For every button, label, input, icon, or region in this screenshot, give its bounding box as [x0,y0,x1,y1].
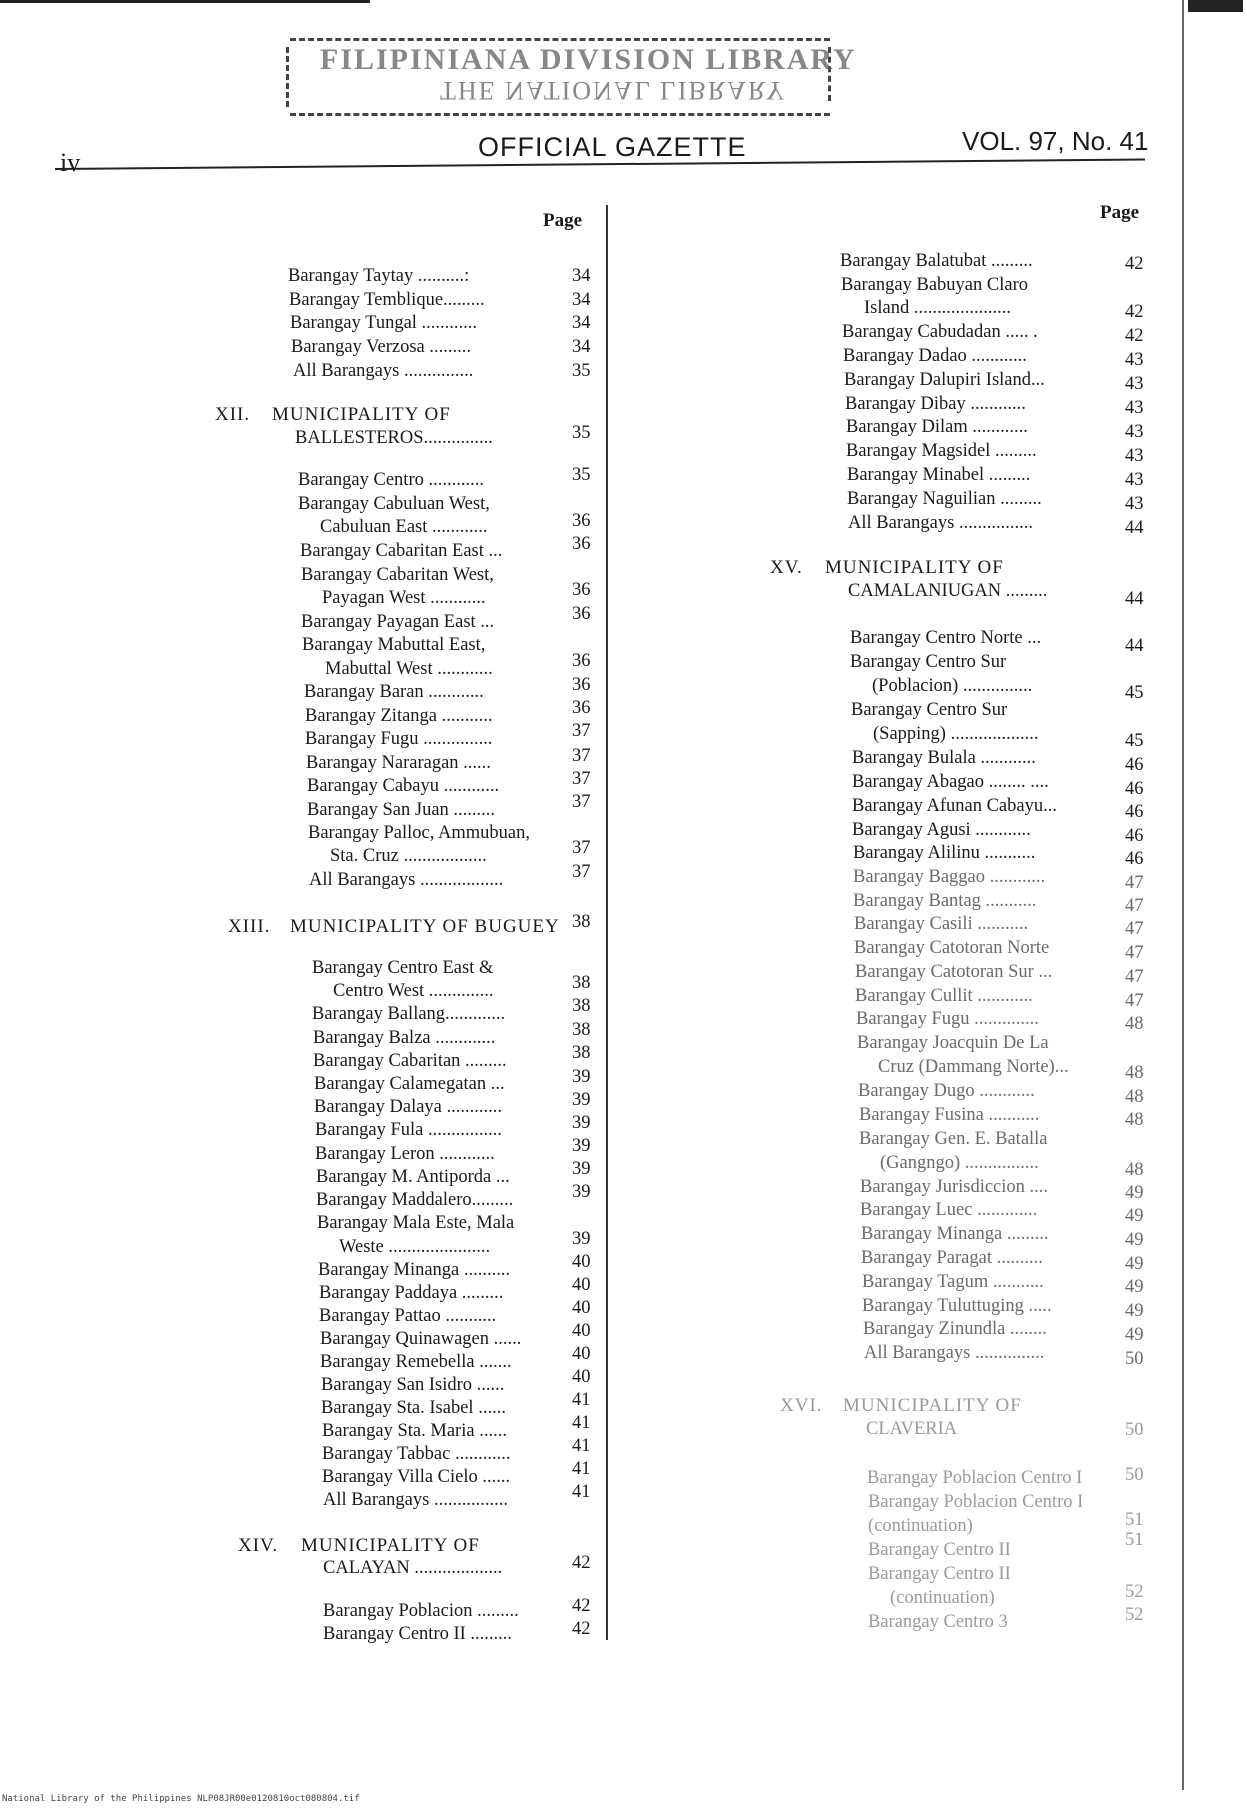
stamp-left-border [286,47,292,107]
toc-page-number: 49 [1125,1230,1144,1250]
toc-page-number: 37 [572,792,591,812]
toc-entry: Barangay Gen. E. Batalla [859,1129,1048,1149]
toc-entry: Barangay Centro 3 [868,1612,1008,1632]
toc-page-number: 36 [572,651,591,671]
toc-entry: (Sapping) ................... [873,724,1039,744]
toc-entry: Sta. Cruz .................. [330,846,487,866]
toc-entry: Barangay Cabudadan ..... . [842,322,1038,342]
toc-entry: Barangay Dugo ............ [858,1081,1035,1101]
toc-entry: Barangay Maddalero......... [316,1190,514,1210]
toc-page-number: 38 [572,1043,591,1063]
toc-page-number: 41 [572,1482,591,1502]
section-numeral: XII. [215,404,251,425]
toc-page-number: 47 [1125,991,1144,1011]
toc-entry: Barangay Fusina ........... [859,1105,1040,1125]
toc-page-number: 39 [572,1229,591,1249]
toc-entry: Barangay Paddaya ......... [319,1283,504,1303]
right-edge-rule [1182,0,1184,1790]
toc-page-number: 41 [572,1413,591,1433]
toc-entry: Barangay Centro ............ [298,470,484,490]
toc-entry: Barangay Naguilian ......... [847,489,1042,509]
toc-entry: Barangay Mala Este, Mala [317,1213,515,1233]
toc-page-number: 51 [1125,1510,1144,1530]
toc-page-number: 42 [572,1619,591,1639]
toc-page-number: 40 [572,1344,591,1364]
toc-entry: Barangay Minanga ......... [861,1224,1049,1244]
toc-page-number: 49 [1125,1325,1144,1345]
toc-page-number: 43 [1125,470,1144,490]
toc-page-number: 43 [1125,422,1144,442]
toc-page-number: 40 [572,1367,591,1387]
toc-entry: Barangay Magsidel ......... [846,441,1037,461]
toc-page-number: 37 [572,769,591,789]
toc-page-number: 51 [1125,1530,1144,1550]
toc-entry: Barangay Poblacion ......... [323,1601,519,1621]
toc-entry: Barangay Tuluttuging ..... [862,1296,1052,1316]
toc-entry: Barangay Luec ............. [860,1200,1038,1220]
top-rule [0,0,370,3]
toc-page-number: 42 [572,1596,591,1616]
toc-entry: Barangay Dadao ............ [843,346,1027,366]
toc-entry: All Barangays ................ [323,1490,508,1510]
toc-entry: Barangay Tabbac ............ [322,1444,511,1464]
section-numeral: XIII. [228,916,271,937]
toc-page-number: 48 [1125,1110,1144,1130]
toc-page-number: 50 [1125,1420,1144,1440]
toc-entry: BALLESTEROS............... [295,428,493,448]
toc-entry: Barangay Centro Norte ... [850,628,1042,648]
toc-entry: Barangay Catotoran Norte [854,938,1050,958]
page-number-roman: iv [60,148,81,177]
toc-entry: Barangay Baggao ............ [853,867,1046,887]
toc-page-number: 37 [572,721,591,741]
toc-page-number: 49 [1125,1277,1144,1297]
toc-page-number: 43 [1125,446,1144,466]
toc-entry: Barangay Tagum ........... [862,1272,1044,1292]
scan-footer: National Library of the Philippines NLP08JR00e0120810oct080804.tif [2,1794,360,1804]
toc-entry: Barangay Babuyan Claro [841,275,1028,295]
stamp-line-1: FILIPINIANA DIVISION LIBRARY [320,43,857,76]
toc-page-number: 42 [1125,302,1144,322]
toc-entry: Barangay Abagao ........ .... [852,772,1049,792]
toc-page-number: 40 [572,1252,591,1272]
stamp-line-2: THE NATIONAL LIBRARY [440,76,787,105]
toc-entry: Barangay Fula ................ [315,1120,503,1140]
toc-entry: Barangay Centro II [868,1564,1011,1584]
toc-entry: All Barangays ............... [293,361,474,381]
toc-page-number: 39 [572,1182,591,1202]
corner-mark [1188,0,1243,12]
municipality-heading: MUNICIPALITY OF [272,404,451,425]
toc-page-number: 38 [572,996,591,1016]
toc-entry: Barangay Casili ........... [854,914,1029,934]
toc-entry: Barangay Poblacion Centro I [867,1468,1083,1488]
toc-page-number: 35 [572,361,591,381]
toc-entry: Barangay Baran ............ [304,682,484,702]
section-numeral: XIV. [238,1535,279,1556]
toc-entry: Barangay Pattao ........... [319,1306,497,1326]
toc-entry: Cabuluan East ............ [320,517,488,537]
toc-entry: (continuation) [868,1516,973,1536]
toc-entry: Mabuttal West ............ [325,659,493,679]
toc-page-number: 48 [1125,1087,1144,1107]
toc-entry: Barangay Temblique......... [289,290,485,310]
toc-page-number: 34 [572,337,591,357]
toc-entry: Barangay Balatubat ......... [840,251,1033,271]
toc-page-number: 37 [572,838,591,858]
toc-entry: Payagan West ............ [322,588,486,608]
toc-page-number: 39 [572,1067,591,1087]
toc-entry: Barangay Minabel ......... [847,465,1031,485]
municipality-heading: MUNICIPALITY OF [301,1535,480,1556]
toc-page-number: 37 [572,862,591,882]
toc-entry: CAMALANIUGAN ......... [848,581,1048,601]
toc-entry: Barangay Calamegatan ... [314,1074,505,1094]
toc-page-number: 50 [1125,1465,1144,1485]
toc-page-number: 44 [1125,518,1144,538]
toc-page-number: 37 [572,746,591,766]
toc-entry: Barangay Dalaya ............ [314,1097,503,1117]
toc-entry: Island ..................... [864,298,1011,318]
toc-entry: Barangay Cabaritan ......... [313,1051,507,1071]
toc-page-number: 46 [1125,826,1144,846]
toc-entry: Barangay Afunan Cabayu... [852,796,1057,816]
toc-page-number: 48 [1125,1014,1144,1034]
municipality-heading: MUNICIPALITY OF [843,1395,1022,1416]
toc-entry: Barangay Quinawagen ...... [320,1329,522,1349]
toc-entry: Barangay Ballang............. [312,1004,506,1024]
toc-page-number: 47 [1125,943,1144,963]
toc-entry: Barangay Cabaritan West, [301,565,494,585]
right-page-heading: Page [1100,202,1140,223]
toc-entry: Barangay Leron ............ [315,1144,495,1164]
toc-page-number: 34 [572,266,591,286]
toc-entry: Barangay Zinundla ........ [863,1319,1047,1339]
toc-entry: Barangay Alilinu ........... [853,843,1036,863]
toc-page-number: 48 [1125,1160,1144,1180]
toc-entry: Barangay Dibay ............ [845,394,1026,414]
toc-entry: Barangay Poblacion Centro I [868,1492,1084,1512]
toc-entry: Cruz (Dammang Norte)... [878,1057,1069,1077]
toc-entry: Barangay Agusi ............ [852,820,1031,840]
toc-entry: Barangay Zitanga ........... [305,706,493,726]
toc-page-number: 44 [1125,636,1144,656]
toc-page-number: 42 [1125,254,1144,274]
toc-entry: Barangay Fugu .............. [856,1009,1039,1029]
toc-page-number: 40 [572,1321,591,1341]
toc-entry: Barangay Sta. Isabel ...... [321,1398,506,1418]
toc-entry: CALAYAN ................... [323,1558,503,1578]
toc-entry: Barangay Centro II ......... [323,1624,513,1644]
toc-entry: Barangay Fugu ............... [305,729,493,749]
toc-page-number: 47 [1125,919,1144,939]
toc-page-number: 42 [572,1553,591,1573]
toc-page-number: 46 [1125,849,1144,869]
toc-entry: Barangay Dalupiri Island... [844,370,1045,390]
toc-page-number: 49 [1125,1206,1144,1226]
toc-entry: Barangay Palloc, Ammubuan, [308,823,530,843]
toc-entry: Barangay Remebella ....... [320,1352,512,1372]
toc-entry: Barangay Centro Sur [850,652,1007,672]
toc-page-number: 36 [572,698,591,718]
toc-page-number: 34 [572,290,591,310]
toc-page-number: 46 [1125,755,1144,775]
toc-page-number: 47 [1125,967,1144,987]
toc-page-number: 44 [1125,589,1144,609]
toc-entry: Barangay Bulala ............ [852,748,1036,768]
toc-page-number: 39 [572,1113,591,1133]
toc-page-number: 36 [572,511,591,531]
toc-page-number: 39 [572,1159,591,1179]
toc-entry: Barangay Taytay ..........: [288,266,470,286]
toc-page-number: 41 [572,1390,591,1410]
toc-page-number: 43 [1125,374,1144,394]
toc-page-number: 52 [1125,1582,1144,1602]
toc-entry: Barangay Balza ............. [313,1028,496,1048]
toc-entry: All Barangays .................. [309,870,504,890]
toc-page-number: 36 [572,534,591,554]
toc-entry: Barangay Centro Sur [851,700,1008,720]
toc-page-number: 43 [1125,494,1144,514]
municipality-heading: MUNICIPALITY OF BUGUEY [290,916,560,937]
toc-page-number: 38 [572,912,591,932]
toc-entry: Barangay San Isidro ...... [321,1375,505,1395]
toc-page-number: 40 [572,1298,591,1318]
toc-page-number: 41 [572,1436,591,1456]
toc-page-number: 46 [1125,779,1144,799]
section-numeral: XVI. [780,1395,823,1416]
toc-page-number: 45 [1125,683,1144,703]
toc-page-number: 43 [1125,350,1144,370]
toc-page-number: 49 [1125,1183,1144,1203]
toc-entry: Barangay Joacquin De La [857,1033,1049,1053]
toc-page-number: 50 [1125,1349,1144,1369]
toc-page-number: 36 [572,580,591,600]
toc-page-number: 46 [1125,802,1144,822]
toc-entry: (Gangngo) ................ [880,1153,1039,1173]
toc-page-number: 49 [1125,1254,1144,1274]
toc-entry: (Poblacion) ............... [872,676,1033,696]
toc-entry: Barangay Cabayu ............ [307,776,500,796]
toc-entry: Centro West .............. [333,981,494,1001]
toc-page-number: 39 [572,1090,591,1110]
toc-entry: Barangay Centro East & [312,958,494,978]
toc-entry: Barangay Catotoran Sur ... [855,962,1053,982]
toc-entry: Barangay Cullit ............ [855,986,1033,1006]
toc-entry: (continuation) [890,1588,995,1608]
toc-page-number: 47 [1125,896,1144,916]
municipality-heading: MUNICIPALITY OF [825,557,1004,578]
toc-entry: Barangay Mabuttal East, [302,635,486,655]
toc-page-number: 45 [1125,731,1144,751]
toc-entry: Barangay Bantag ........... [853,891,1037,911]
toc-entry: Barangay Jurisdiccion .... [860,1177,1049,1197]
toc-entry: Barangay Cabaritan East ... [300,541,503,561]
volume-number: VOL. 97, No. 41 [962,126,1149,156]
toc-page-number: 42 [1125,326,1144,346]
toc-entry: Barangay Sta. Maria ...... [322,1421,507,1441]
toc-entry: All Barangays ................ [848,513,1033,533]
toc-entry: Barangay Payagan East ... [301,612,495,632]
toc-page-number: 38 [572,1020,591,1040]
toc-entry: Barangay Tungal ............ [290,313,478,333]
toc-page-number: 40 [572,1275,591,1295]
toc-page-number: 49 [1125,1301,1144,1321]
toc-entry: Barangay M. Antiporda ... [316,1167,510,1187]
toc-entry: Barangay Centro II [868,1540,1011,1560]
toc-page-number: 36 [572,675,591,695]
toc-entry: All Barangays ............... [864,1343,1045,1363]
toc-entry: Barangay Cabuluan West, [298,494,490,514]
publication-title: OFFICIAL GAZETTE [478,132,747,162]
column-divider [606,205,608,1640]
toc-page-number: 43 [1125,398,1144,418]
toc-page-number: 48 [1125,1063,1144,1083]
toc-page-number: 47 [1125,873,1144,893]
toc-entry: Barangay Villa Cielo ...... [322,1467,511,1487]
toc-page-number: 34 [572,313,591,333]
toc-page-number: 35 [572,423,591,443]
toc-page-number: 36 [572,604,591,624]
toc-page-number: 38 [572,973,591,993]
left-page-heading: Page [543,210,583,231]
toc-entry: Barangay Dilam ............ [846,417,1028,437]
toc-entry: Barangay Minanga .......... [318,1260,511,1280]
library-stamp [290,38,857,116]
toc-page-number: 35 [572,465,591,485]
section-numeral: XV. [770,557,803,578]
toc-entry: Weste ...................... [339,1237,491,1257]
toc-entry: Barangay Paragat .......... [861,1248,1043,1268]
toc-page-number: 39 [572,1136,591,1156]
toc-entry: Barangay Verzosa ......... [291,337,471,357]
toc-entry: Barangay San Juan ......... [307,800,496,820]
toc-page-number: 41 [572,1459,591,1479]
toc-entry: Barangay Nararagan ...... [306,753,491,773]
toc-page-number: 52 [1125,1605,1144,1625]
toc-entry: CLAVERIA [866,1419,958,1439]
